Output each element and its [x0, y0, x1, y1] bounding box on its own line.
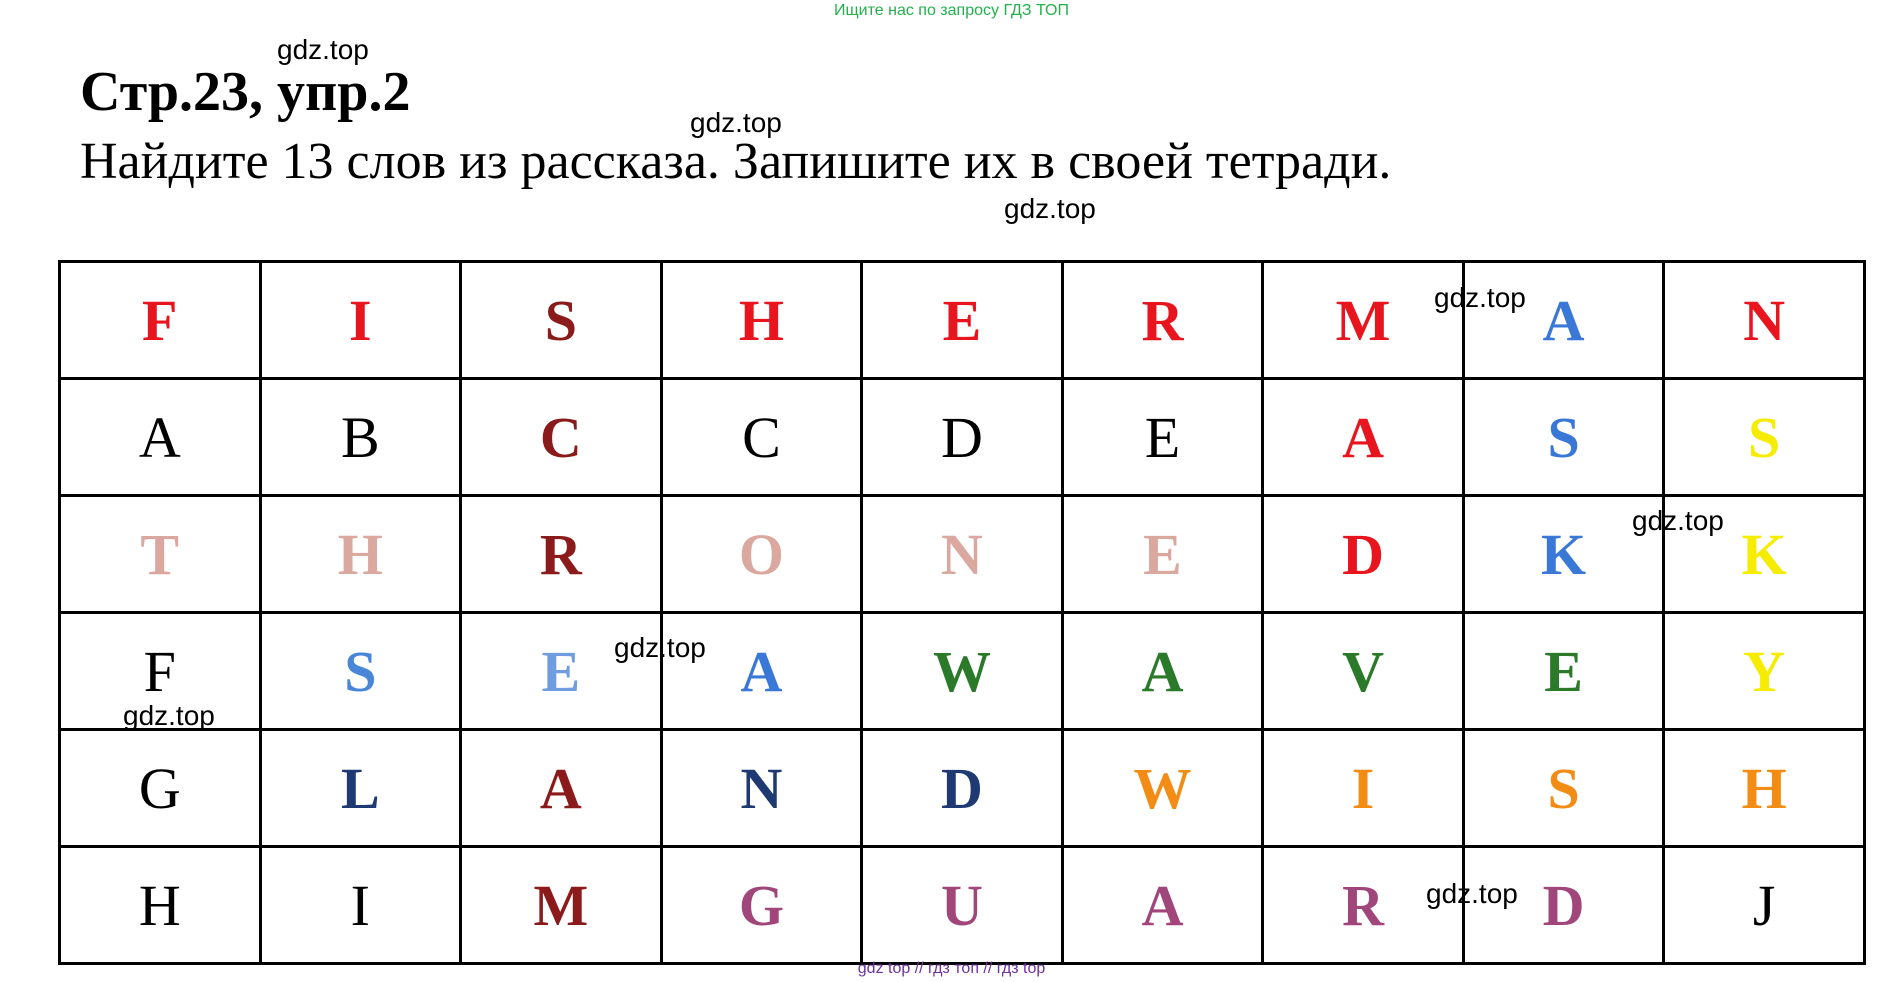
grid-cell: U [862, 847, 1063, 964]
grid-cell: E [862, 262, 1063, 379]
grid-cell: T [60, 496, 261, 613]
grid-cell: H [661, 262, 862, 379]
grid-cell: K [1463, 496, 1664, 613]
grid-cell: H [260, 496, 461, 613]
watermark: gdz.top [1426, 878, 1518, 909]
grid-cell: N [661, 730, 862, 847]
watermark: gdz.top [277, 34, 369, 65]
grid-cell: D [862, 730, 1063, 847]
watermark: gdz.top [123, 700, 215, 731]
watermark: gdz.top [690, 107, 782, 138]
top-banner: Ищите нас по запросу ГДЗ ТОП [834, 2, 1069, 19]
grid-cell: S [461, 262, 662, 379]
grid-row [60, 730, 1865, 847]
grid-cell: A [461, 730, 662, 847]
grid-cell: G [60, 730, 261, 847]
grid-cell: A [60, 379, 261, 496]
grid-cell: F [60, 262, 261, 379]
grid-cell: S [260, 613, 461, 730]
grid-cell: A [1463, 262, 1664, 379]
grid-cell: K [1664, 496, 1865, 613]
exercise-instruction: Найдите 13 слов из рассказа. Запишите их в своей тетради. [80, 133, 1392, 190]
grid-cell: D [862, 379, 1063, 496]
grid-cell: S [1463, 379, 1664, 496]
grid-cell: E [1463, 613, 1664, 730]
grid-cell: N [1664, 262, 1865, 379]
grid-cell: E [461, 613, 662, 730]
grid-cell: B [260, 379, 461, 496]
grid-cell: R [461, 496, 662, 613]
grid-cell: R [1062, 262, 1263, 379]
footer-links: gdz top // гдз топ // гдз top [857, 960, 1046, 977]
grid-cell: E [1062, 496, 1263, 613]
grid-cell: F [60, 613, 261, 730]
grid-cell: A [1062, 613, 1263, 730]
grid-cell: D [1263, 496, 1464, 613]
grid-cell: A [1062, 847, 1263, 964]
grid-cell: L [260, 730, 461, 847]
grid-row [60, 379, 1865, 496]
grid-cell: M [1263, 262, 1464, 379]
grid-cell: S [1463, 730, 1664, 847]
grid-cell: D [1463, 847, 1664, 964]
grid-cell: N [862, 496, 1063, 613]
word-search-grid [58, 260, 1866, 965]
grid-cell: S [1664, 379, 1865, 496]
grid-cell: J [1664, 847, 1865, 964]
grid-cell: I [1263, 730, 1464, 847]
grid-cell: C [461, 379, 662, 496]
grid-row [60, 613, 1865, 730]
grid-cell: I [260, 262, 461, 379]
grid-cell: Y [1664, 613, 1865, 730]
grid-cell: R [1263, 847, 1464, 964]
page-title: Стр.23, упр.2 [80, 61, 411, 123]
grid-cell: V [1263, 613, 1464, 730]
grid-cell: A [1263, 379, 1464, 496]
watermark: gdz.top [1632, 505, 1724, 536]
grid-cell: H [60, 847, 261, 964]
grid-cell: H [1664, 730, 1865, 847]
grid-cell: G [661, 847, 862, 964]
grid-cell: O [661, 496, 862, 613]
grid-cell: A [661, 613, 862, 730]
watermark: gdz.top [1004, 193, 1096, 224]
grid-cell: I [260, 847, 461, 964]
grid-cell: M [461, 847, 662, 964]
grid-row [60, 262, 1865, 379]
grid-cell: C [661, 379, 862, 496]
grid-cell: W [862, 613, 1063, 730]
watermark: gdz.top [614, 632, 706, 663]
grid-row [60, 496, 1865, 613]
grid-cell: E [1062, 379, 1263, 496]
grid-row [60, 847, 1865, 964]
watermark: gdz.top [1434, 282, 1526, 313]
grid-cell: W [1062, 730, 1263, 847]
